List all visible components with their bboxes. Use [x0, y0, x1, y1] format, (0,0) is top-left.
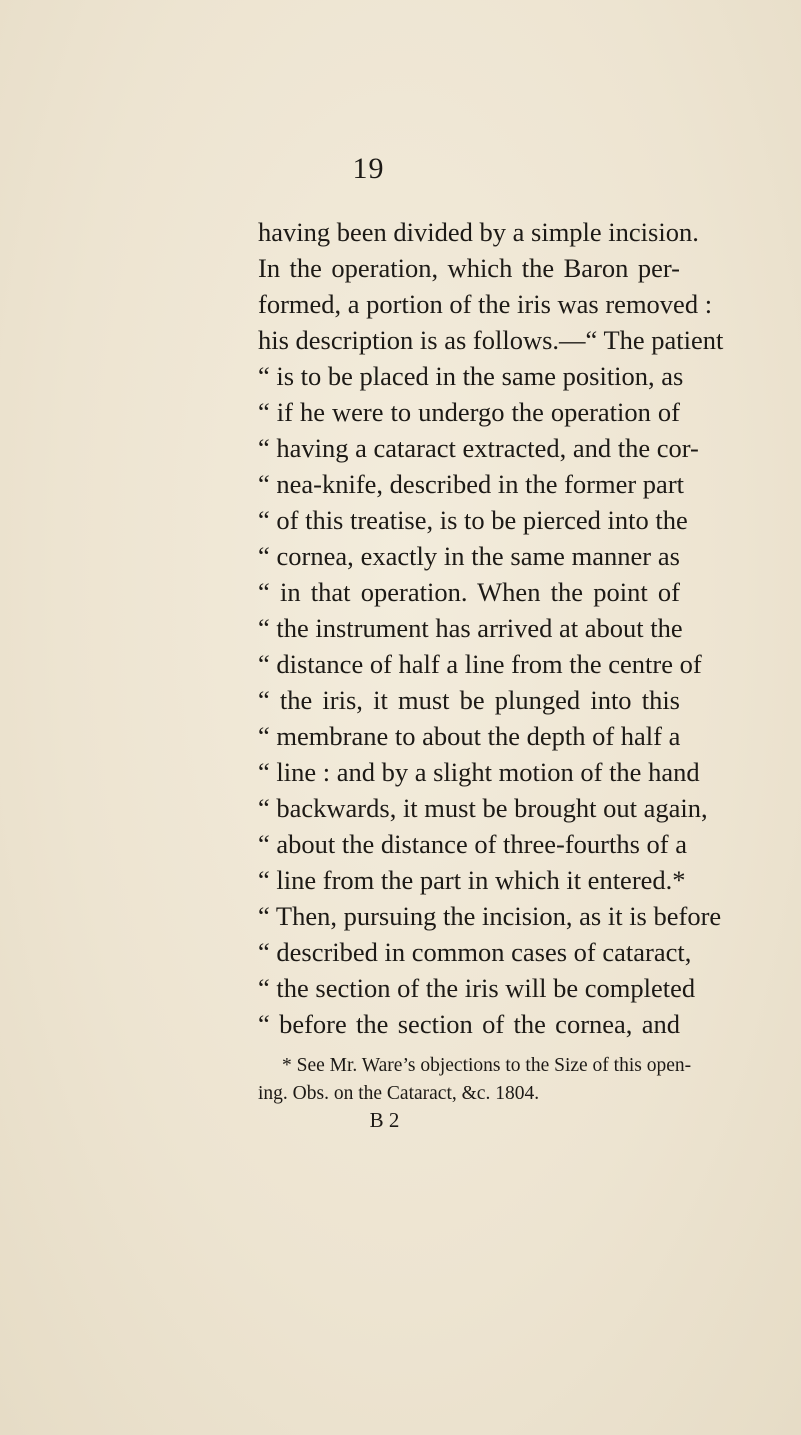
text-line: “ backwards, it must be brought out again, [258, 793, 708, 823]
text-line: “ described in common cases of cataract, [258, 937, 692, 967]
text-line: having been divided by a simple incision. [258, 217, 699, 247]
page-number: 19 [352, 152, 385, 185]
text-line: “ of this treatise, is to be pierced into the [258, 505, 688, 535]
text-line: “ membrane to about the depth of half a [258, 721, 681, 751]
text-line: formed, a portion of the iris was removed : [258, 289, 713, 319]
text-line: “ is to be placed in the same position, as [258, 361, 684, 391]
text-line: “ cornea, exactly in the same manner as [258, 541, 680, 571]
signature-mark: B 2 [369, 1108, 400, 1132]
footnote-line: * See Mr. Ware’s objections to the Size of this open- [282, 1055, 692, 1076]
footnote-line: ing. Obs. on the Cataract, &c. 1804. [258, 1083, 540, 1104]
text-line: his description is as follows.—“ The patient [258, 325, 724, 355]
text-line: “ the instrument has arrived at about the [258, 613, 683, 643]
text-line: “ having a cataract extracted, and the cor- [258, 433, 699, 463]
text-line: “ if he were to undergo the operation of [258, 397, 680, 427]
text-line: “ the section of the iris will be completed [258, 973, 696, 1003]
text-line: “ nea-knife, described in the former part [258, 469, 685, 499]
text-line: “ about the distance of three-fourths of a [258, 829, 687, 859]
text-line: In the operation, which the Baron per- [258, 253, 680, 283]
text-line: “ the iris, it must be plunged into this [258, 685, 680, 715]
text-line: “ in that operation. When the point of [258, 577, 680, 607]
text-line: “ distance of half a line from the centre of [258, 649, 702, 679]
text-line: “ line from the part in which it entered.* [258, 865, 686, 895]
text-line: “ line : and by a slight motion of the hand [258, 757, 700, 787]
text-line: “ Then, pursuing the incision, as it is before [258, 901, 722, 931]
text-line: “ before the section of the cornea, and [258, 1009, 680, 1039]
